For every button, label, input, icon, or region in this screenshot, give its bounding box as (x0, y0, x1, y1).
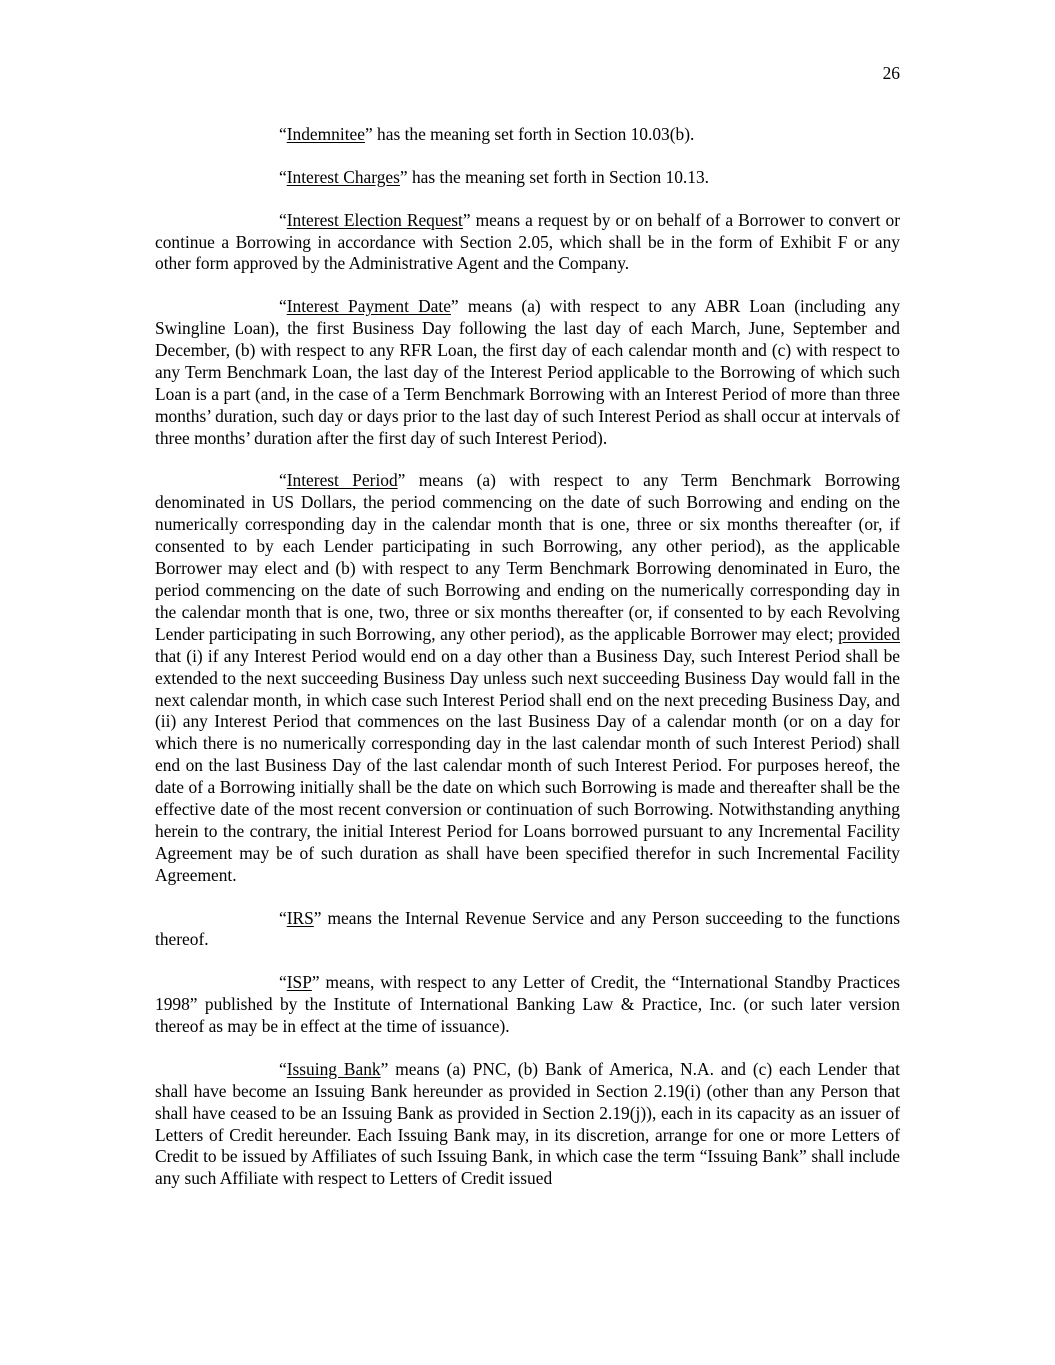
definition-text: means (a) PNC, (b) Bank of America, N.A. and (c) each Lender that shall have become an Issuing Bank hereunder as provided in Section 2.19(i) (other than any Person that shall have ceased to be an Issuing Bank as provided in Section 2.19(j)), each in its capacity as an issuer of Letters of Credit hereunder. Each Issuing Bank may, in its discretion, arrange for one or more Letters of Credit to be issued by Affiliates of such Issuing Bank, in which case the term “Issuing Bank” shall include any such Affiliate with respect to Letters of Credit issued (155, 1058, 900, 1189)
definition-interest-election-request: “Interest Election Request” means a request by or on behalf of a Borrower to convert or continue a Borrowing in accordance with Section 2.05, which shall be in the form of Exhibit F or any other form approved by the Administrative Agent and the Company. (155, 209, 900, 274)
defined-term: Interest Payment Date (286, 296, 451, 317)
definition-text: means (a) with respect to any Term Benchmark Borrowing denominated in US Dollars, the period commencing on the date of such Borrowing and ending on the numerically corresponding day in the calendar month that is one, three or six months thereafter (or, if consented to by each Lender participating in such Borrowing, any other period), as the applicable Borrower may elect and (b) with respect to any Term Benchmark Borrowing denominated in Euro, the period commencing on the date of such Borrowing and ending on the numerically corresponding day in the calendar month that is one, two, three or six months thereafter (or, if consented to by each Revolving Lender participating in such Borrowing, any other period), as the applicable Borrower may elect; (155, 470, 900, 644)
page-number: 26 (882, 63, 900, 83)
defined-term: Issuing Bank (286, 1058, 381, 1079)
definition-text: means the Internal Revenue Service and any Person succeeding to the functions thereof. (155, 907, 900, 950)
definition-issuing-bank: “Issuing Bank” means (a) PNC, (b) Bank of America, N.A. and (c) each Lender that shall have become an Issuing Bank hereunder as provided in Section 2.19(i) (other than any Person that shall have ceased to be an Issuing Bank as provided in Section 2.19(j)), each in its capacity as an issuer of Letters of Credit hereunder. Each Issuing Bank may, in its discretion, arrange for one or more Letters of Credit to be issued by Affiliates of such Issuing Bank, in which case the term “Issuing Bank” shall include any such Affiliate with respect to Letters of Credit issued (155, 1058, 900, 1189)
definition-indemnitee: “Indemnitee” has the meaning set forth in Section 10.03(b). (279, 124, 695, 144)
document-body (155, 124, 900, 1211)
defined-term: Interest Period (286, 470, 398, 491)
defined-term: Indemnitee (286, 124, 365, 144)
definition-text: means, with respect to any Letter of Credit, the “International Standby Practices 1998” published by the Institute of International Banking Law & Practice, Inc. (or such later version thereof as may be in effect at the time of issuance). (155, 972, 900, 1037)
defined-term: Interest Election Request (286, 209, 463, 230)
definition-interest-charges: “Interest Charges” has the meaning set forth in Section 10.13. (279, 166, 710, 187)
definition-interest-payment-date: “Interest Payment Date” means (a) with respect to any ABR Loan (including any Swingline Loan), the first Business Day following the last day of each March, June, September and December, (b) with respect to any RFR Loan, the first day of each calendar month and (c) with respect to any Term Benchmark Loan, the last day of the Interest Period applicable to the Borrowing of which such Loan is a part (and, in the case of a Term Benchmark Borrowing with an Interest Period of more than three months’ duration, such day or days prior to the last day of such Interest Period as shall occur at intervals of three months’ duration after the first day of such Interest Period). (155, 296, 901, 448)
definition-text: has the meaning set forth in Section 10.13. (407, 166, 710, 187)
definition-text-continued: that (i) if any Interest Period would end on a day other than a Business Day, such Interest Period shall be extended to the next succeeding Business Day unless such next succeeding Business Day would fall in the next calendar month, in which case such Interest Period shall end on the next preceding Business Day, and (ii) any Interest Period that commences on the last Business Day of a calendar month (or on a day for which there is no numerically corresponding day in the last calendar month of such Interest Period) shall end on the last Business Day of the last calendar month of such Interest Period. For purposes hereof, the date of a Borrowing initially shall be the date on which such Borrowing is made and thereafter shall be the effective date of the most recent conversion or continuation of such Borrowing. Notwithstanding anything herein to the contrary, the initial Interest Period for Loans borrowed pursuant to any Incremental Facility Agreement may be of such duration as shall have been specified therefor in such Incremental Facility Agreement. (155, 645, 900, 885)
defined-term: ISP (286, 972, 312, 993)
proviso-keyword: provided (838, 623, 900, 644)
definition-interest-period: “Interest Period” means (a) with respect to any Term Benchmark Borrowing denominated in US Dollars, the period commencing on the date of such Borrowing and ending on the numerically corresponding day in the calendar month that is one, three or six months thereafter (or, if consented to by each Lender participating in such Borrowing, any other period), as the applicable Borrower may elect and (b) with respect to any Term Benchmark Borrowing denominated in Euro, the period commencing on the date of such Borrowing and ending on the numerically corresponding day in the calendar month that is one, two, three or six months thereafter (or, if consented to by each Revolving Lender participating in such Borrowing, any other period), as the applicable Borrower may elect; provided that (i) if any Interest Period would end on a day other than a Business Day, such Interest Period shall be extended to the next succeeding Business Day unless such next succeeding Business Day would fall in the next calendar month, in which case such Interest Period shall end on the next preceding Business Day, and (ii) any Interest Period that commences on the last Business Day of a calendar month (or on a day for which there is no numerically corresponding day in the last calendar month of such Interest Period) shall end on the last Business Day of the last calendar month of such Interest Period. For purposes hereof, the date of a Borrowing initially shall be the date on which such Borrowing is made and thereafter shall be the effective date of the most recent conversion or continuation of such Borrowing. Notwithstanding anything herein to the contrary, the initial Interest Period for Loans borrowed pursuant to any Incremental Facility Agreement may be of such duration as shall have been specified therefor in such Incremental Facility Agreement. (155, 470, 900, 885)
definition-text: means (a) with respect to any ABR Loan (including any Swingline Loan), the first Business Day following the last day of each March, June, September and December, (b) with respect to any RFR Loan, the first day of each calendar month and (c) with respect to any Term Benchmark Loan, the last day of the Interest Period applicable to the Borrowing of which such Loan is a part (and, in the case of a Term Benchmark Borrowing with an Interest Period of more than three months’ duration, such day or days prior to the last day of such Interest Period as shall occur at intervals of three months’ duration after the first day of such Interest Period). (155, 296, 901, 448)
definition-isp: “ISP” means, with respect to any Letter of Credit, the “International Standby Practices 1998” published by the Institute of International Banking Law & Practice, Inc. (or such later version thereof as may be in effect at the time of issuance). (155, 972, 900, 1037)
defined-term: Interest Charges (286, 166, 400, 187)
definition-text: has the meaning set forth in Section 10.03(b). (372, 124, 695, 144)
definition-text: means a request by or on behalf of a Borrower to convert or continue a Borrowing in accordance with Section 2.05, which shall be in the form of Exhibit F or any other form approved by the Administrative Agent and the Company. (155, 209, 900, 274)
definition-irs: “IRS” means the Internal Revenue Service and any Person succeeding to the functions thereof. (155, 907, 900, 950)
defined-term: IRS (286, 907, 314, 928)
